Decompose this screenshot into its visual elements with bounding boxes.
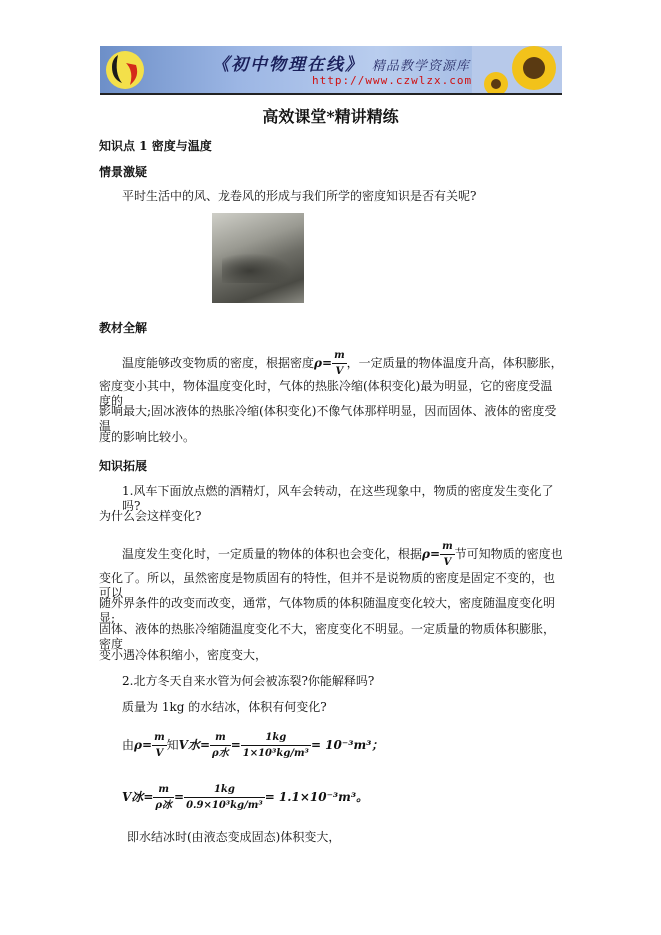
textbook-line-1: 温度能够改变物质的密度，根据密度ρ= $\frac{m}{V}$ ，一定质量的物体温度升高，体积膨胀， — [122, 350, 563, 377]
answer-1-line-4: 固体、液体的热胀冷缩随温度变化不大，密度变化不明显。一定质量的物质体积膨胀，密度 — [99, 622, 556, 651]
scenario-question: 平时生活中的风、龙卷风的形成与我们所学的密度知识是否有关呢? — [122, 189, 477, 203]
extension-heading: 知识拓展 — [99, 459, 148, 473]
banner-title: 《初中物理在线》 精品教学资源库 — [212, 55, 470, 75]
textbook-heading: 教材全解 — [99, 321, 148, 335]
question-2-sub: 质量为 1kg 的水结冰，体积有何变化? — [122, 700, 327, 714]
textbook-line-2: 密度变小其中，物体温度变化时，气体的热胀冷缩(体积变化)最为明显，它的密度受温度的 — [99, 379, 553, 408]
tornado-photo — [212, 213, 304, 303]
logo-icon — [104, 49, 146, 91]
header-rule — [100, 93, 562, 95]
answer-1-line-5: 变小遇冷体积缩小，密度变大， — [99, 648, 268, 662]
formula-ice-volume: V冰= $\frac{m}{\text{ρ冰}}$ = $\frac{1kg}{\text{0.9×10³kg/m³}}$ = 1.1×10⁻³m³。 — [122, 784, 369, 811]
conclusion: 即水结冰时(由液态变成固态)体积变大， — [127, 830, 341, 844]
scenario-heading: 情景激疑 — [99, 165, 148, 179]
answer-1-line-3: 随外界条件的改变而改变，通常，气体物质的体积随温度变化较大，密度随温度变化明显; — [99, 596, 556, 625]
textbook-line-3: 影响最大;固冰液体的热胀冷缩(体积变化)不像气体那样明显，因而固体、液体的密度受温 — [99, 404, 557, 433]
question-1-line-1: 1.风车下面放点燃的酒精灯，风车会转动，在这些现象中，物质的密度发生变化了吗? — [122, 484, 554, 513]
density-formula-2: ρ= $\frac{m}{V}$ — [422, 541, 453, 568]
density-formula: ρ= $\frac{m}{V}$ — [314, 350, 345, 377]
textbook-line-4: 度的影响比较小。 — [99, 430, 196, 444]
answer-1-line-1: 温度发生变化时，一定质量的物体的体积也会变化，根据ρ= $\frac{m}{V}$ 节可知物质的密度也 — [122, 541, 563, 568]
formula-water-volume: 由ρ= $\frac{m}{V}$ 知V水= $\frac{m}{\text{ρ水}}$ = $\frac{1kg}{\text{1×10³kg/m³}}$ = 10⁻³m³； — [122, 732, 384, 759]
section-heading: 知识点 1 密度与温度 — [99, 139, 212, 153]
question-2: 2.北方冬天自来水管为何会被冻裂?你能解释吗? — [122, 674, 375, 688]
question-1-line-2: 为什么会这样变化? — [99, 509, 202, 523]
sunflower-icon — [472, 46, 562, 93]
banner-subtitle: 精品教学资源库 — [371, 59, 470, 74]
banner-url[interactable]: http://www.czwlzx.com — [312, 74, 473, 87]
answer-1-line-2: 变化了。所以，虽然密度是物质固有的特性，但并不是说物质的密度是固定不变的，也可以 — [99, 571, 556, 600]
page-title: 高效课堂*精讲精练 — [262, 107, 399, 126]
header-banner — [100, 46, 562, 93]
